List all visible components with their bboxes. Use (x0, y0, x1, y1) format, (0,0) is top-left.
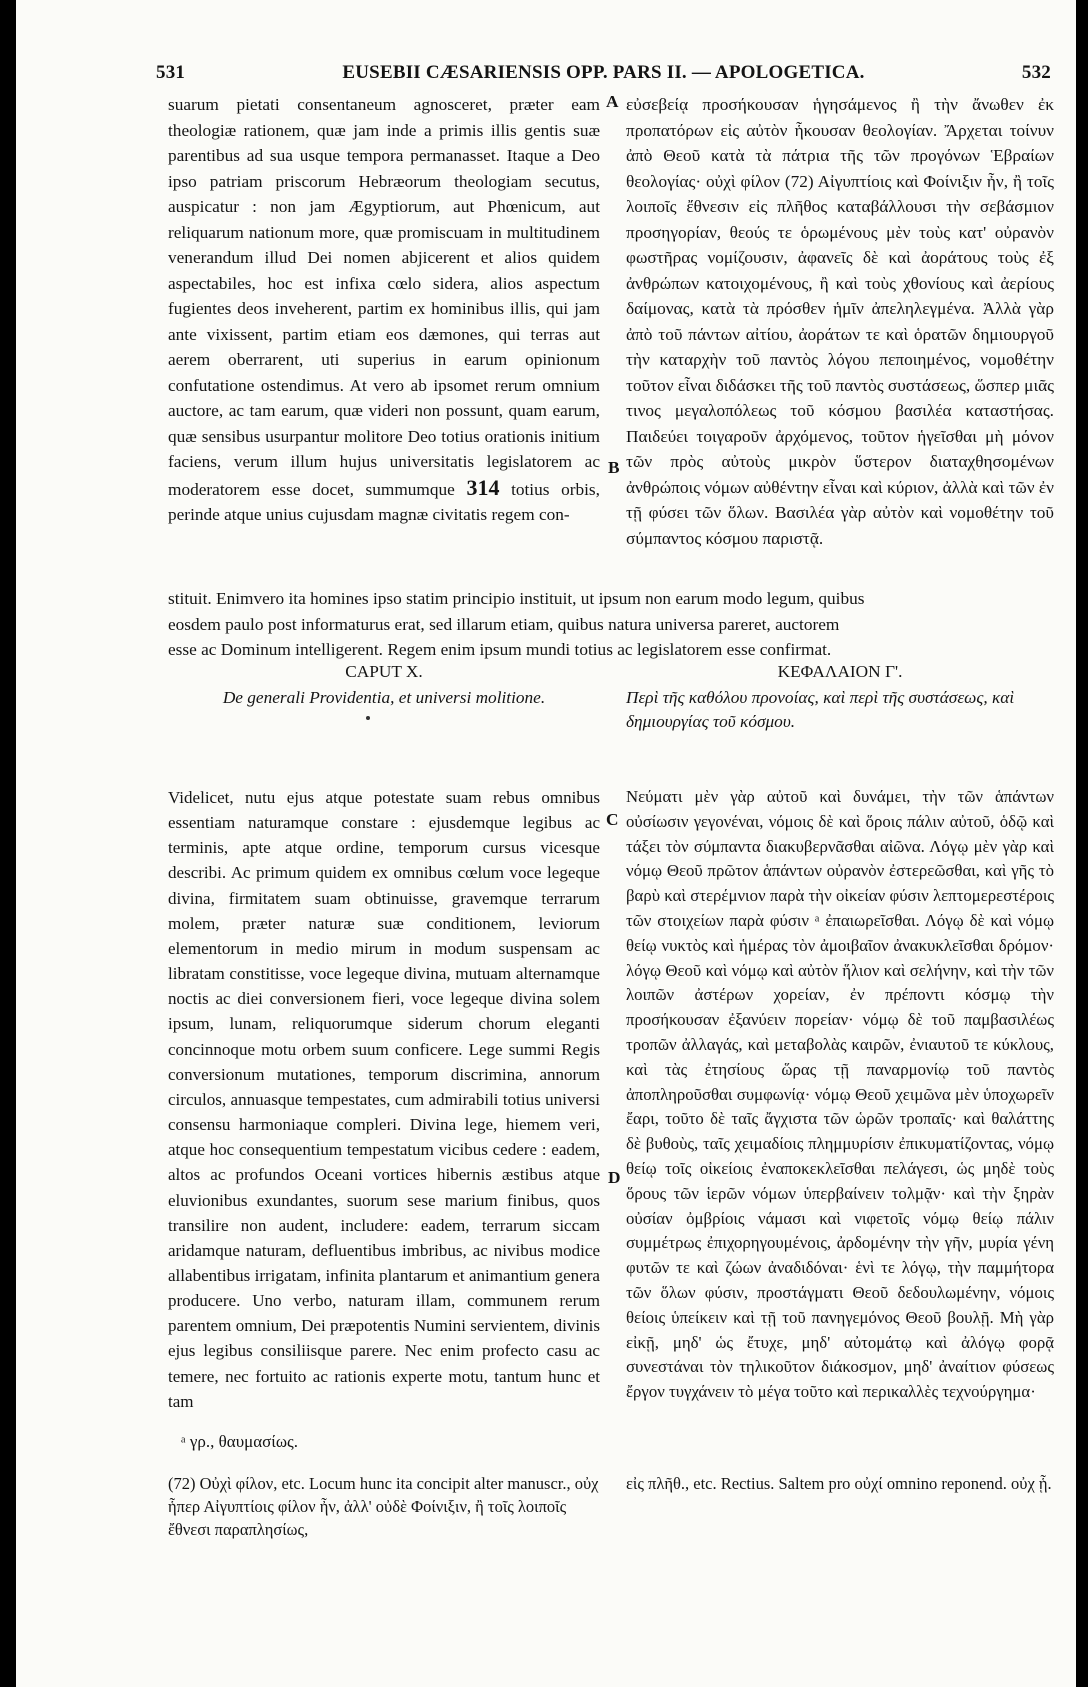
page-number-left: 531 (156, 62, 186, 83)
separator-dot (366, 716, 370, 720)
latin-text-top-b: totius orbis, perinde atque unius cujusdam magnæ civitatis regem con- (168, 479, 600, 524)
variant-footnote: ᵃ γρ., θαυμασίως. (181, 1432, 299, 1451)
latin-paragraph-top (168, 92, 600, 528)
page-number-right: 532 (1021, 62, 1051, 83)
chapter-heading-latin: CAPUT X. (345, 662, 423, 681)
chapter-subtitle-greek: Περὶ τῆς καθόλου προνοίας, καὶ περὶ τῆς συστάσεως, καὶ δημιουργίας τοῦ κόσμου. (626, 688, 1015, 731)
chapter-heading-greek: ΚΕΦΑΛΑΙΟΝ Γ'. (777, 662, 903, 681)
margin-marker-c: C (606, 810, 619, 829)
latin-text-main: Videlicet, nutu ejus atque potestate suam rebus omnibus essentiam naturamque constare : ejusdemque legibus ac terminis, apte atque ordine, temporum cursus vicesque describi. Ac primum quidem ex omnibus cœlum voce legeque divina, firmitatem suam obtinuisse, gravemque terrarum molem, præter naturæ suæ conditionem, leviorum elementorum in medio mirum in modum suspensam ac libratam constitisse, voce legeque divina, mutuam alternamque noctis ac diei conversionem fieri, voce legeque divina solem ipsum, lunam, reliquorumque siderum chorum eleganti concinnoque motu orbem suum conficere. Lege summi Regis conversionum mutationes, temporum discrimina, annorum circulos, annuasque tempestates, cum admirabili totius universi consensu harmoniaque compleri. Divina lege, hiemem veri, atque hoc consequentium tempestatum vicibus cedere : eadem, altos ac profundos Oceani vortices hibernis æstibus atque eluvionibus exundantes, suorum sese marium finibus, quos transilire non audent, includere: eadem, terrarum siccam aridamque naturam, defluentibus imbribus, ac nivibus modice allabentibus irrigatam, infinita plantarum et animantium genera producere. Uno verbo, naturam illam, communem rerum parentem omnium, Dei præpotentis Numini servientem, divinis ejus legibus consiliisque parere. Nec enim profecto casu ac temere, nec fortuito ac rationis experte motu, tantum hunc et tam (168, 788, 600, 1411)
chapter-subtitle-latin: De generali Providentia, et universi molitione. (222, 688, 546, 707)
running-header (156, 62, 1051, 92)
running-title: EUSEBII CÆSARIENSIS OPP. PARS II. — APOLOGETICA. (342, 62, 865, 83)
greek-text-top: εὐσεβείᾳ προσήκουσαν ἡγησάμενος ἢ τὴν ἄνωθεν ἐκ προπατόρων εἰς αὐτὸν ἧκουσαν θεολογίαν. Ἄρχεται τοίνυν ἀπὸ Θεοῦ κατὰ τὰ πάτρια τῆς τῶν προγόνων Ἑβραίων θεολογίας· οὐχὶ φίλον (72) Αἰγυπτίοις καὶ Φοίνιξιν ἦν, ἢ τοῖς λοιποῖς ἔθνεσιν εἰς πλῆθος καταβάλλουσι τὴν σεβάσμιον προσηγορίαν, θεούς τε ὁρωμένους μὲν τοὺς κατ' οὐρανὸν φωστῆρας νομίζουσιν, ἀφανεῖς δὲ καὶ ἀοράτους τοὺς ἐξ ἀνθρώπων κατοιχομένους, ἢ καὶ τοὺς χθονίους καὶ ἀερίους δαίμονας, κατὰ τὰ πρόσθεν ἡμῖν ἀπεληλεγμένα. Ἀλλὰ γὰρ ἀπὸ τοῦ πάντων αἰτίου, ἀοράτων τε καὶ ὁρατῶν δημιουργοῦ τὴν καταρχὴν τοῦ παντὸς λόγου πεποιημένος, νομοθέτην τοῦτον εἶναι διδάσκει τῆς τοῦ παντὸς συστάσεως, ὥσπερ μιᾶς τινος μεγαλοπόλεως τοῦ κόσμου βασιλέα καταστήσας. Παιδεύει τοιγαροῦν ἀρχόμενος, τοῦτον ἡγεῖσθαι μὴ μόνον τῶν πρὸς αὐτοὺς μικρὸν ὕστερον διαταχθησομένων ἀνθρώποις νόμων αὐθέντην εἶναι καὶ κύριον, ἀλλὰ καὶ τῶν ἐν τῇ φύσει τῶν ὅλων. Βασιλέα γὰρ αὐτὸν καὶ νομοθέτην τοῦ σύμπαντος κόσμου παριστᾷ. (626, 95, 1054, 548)
greek-text-main: Νεύματι μὲν γὰρ αὐτοῦ καὶ δυνάμει, τὴν τῶν ἁπάντων οὐσίωσιν γεγονέναι, νόμοις δὲ καὶ ὅροις πάλιν αὐτοῦ, ὁδῷ καὶ τάξει τὸν σύμπαντα διακυβερνᾶσθαι αἰῶνα. Λόγῳ μὲν γὰρ καὶ νόμῳ Θεοῦ πρῶτον ἁπάντων οὐρανὸν ἐστερεῶσθαι, καὶ γῆς τὸ βαρὺ καὶ στερέμνιον παρὰ τὴν οἰκείαν φύσιν λεπτομερεστέροις τῶν στοιχείων παρὰ φύσιν ᵃ ἐπαιωρεῖσθαι. Λόγῳ δὲ καὶ νόμῳ θείῳ νυκτὸς καὶ ἡμέρας τὸν ἀμοιβαῖον ἀνακυκλεῖσθαι δρόμον· λόγῳ Θεοῦ καὶ νόμῳ καὶ αὐτὸν ἥλιον καὶ σελήνην, καὶ τὴν τῶν λοιπῶν ἀστέρων χορείαν, ἐν πρέποντι κόσμῳ τὴν προσήκουσαν ἐξανύειν πορείαν· νόμῳ δὲ τοῦ παμβασιλέως τροπῶν ἀλλαγάς, καὶ μεταβολὰς καιρῶν, ἐνιαυτοῦ τε κύκλους, καὶ τὰς ἐτησίους ὥρας τῇ παναρμονίῳ τοῦ παντὸς ἀποπληροῦσθαι συμφωνίᾳ· νόμῳ Θεοῦ χειμῶνα μὲν ὑποχωρεῖν ἔαρι, τοῦτο δὲ ταῖς ἄγχιστα τῶν ὡρῶν τροπαῖς· καὶ θαλάττης δὲ βυθοὺς, ταῖς χειμαδίοις πλημμυρίσιν ἐπικυματίζοντας, νόμῳ θείῳ τοῖς οἰκείοις ἐναποκεκλεῖσθαι πελάγεσι, ὡς μηδὲ τοὺς ὅρους τῶν ἱερῶν νόμων ὑπερβαίνειν τολμᾷν· καὶ τὴν ξηρὰν οὐσίαν ὀμβρίοις νάμασι καὶ νιφετοῖς νόμῳ θείῳ πάλιν συμμέτρως ἐπιχορηγουμένοις, ἀρδομένην τὴν γῆν, μυρία γένη φυτῶν τε καὶ ζώων ἀναδιδόναι· ἑνὶ τε λόγῳ, τὴν παμμήτορα τῶν ὅλων φύσιν, προστάγματι Θεοῦ δεδουλωμένην, νόμοις θείοις ὑπείκειν καὶ τῇ τοῦ πανηγεμόνος Θεοῦ βουλῇ. Μὴ γὰρ εἰκῇ, μηδ' ὡς ἔτυχε, μηδ' αὐτομάτῳ καὶ ἀλόγῳ φορᾷ συνεστάναι τὸν τηλικοῦτον διάκοσμον, μηδ' ἀναίτιον φύσεως ἔργον τυγχάνειν τὸ μέγα τοῦτο καὶ περικαλλὲς τεχνούργημα· (626, 787, 1054, 1402)
latin-text-top-a: suarum pietati consentaneum agnosceret, præter eam theologiæ rationem, quæ jam inde a primis illis gentis suæ parentibus ad sua usque tempora permanasset. Itaque a Deo ipso patriam priscorum Hebræorum theologiam secutus, auspicatur : non jam Ægyptiorum, aut Phœnicum, aut reliquarum nationum more, quæ promiscuam in multitudinem venerandum illud Dei nomen abjicerent et alios quidem aspectabiles, hoc est infixa cœlo sidera, alios aspectum fugientes deos inveherent, partim ex hominibus illis, qui jam ante vixissent, partim etiam eos dæmones, qui terras aut aerem oberrarent, uti superius in earum opinionum confutatione ostendimus. At vero ab ipsomet rerum omnium auctore, ac tam earum, quæ videri non possunt, quam earum, quæ sensibus usurpantur molitore Deo totius orationis initium faciens, verum illum hujus universitatis legislatorem ac moderatorem esse docet, summumque (168, 95, 600, 499)
latin-column-top (168, 92, 600, 528)
margin-marker-d: D (608, 1168, 621, 1187)
margin-marker-a: A (606, 92, 619, 111)
latin-column-main (168, 785, 600, 1414)
book-page (16, 0, 1076, 1687)
note-right: εἰς πλῆθ., etc. Rectius. Saltem pro οὐχί omnino reponend. οὐχ ᾗ. (626, 1474, 1052, 1493)
margin-marker-b: B (608, 458, 620, 477)
span-line-2: eosdem paulo post informaturus erat, sed illarum etiam, quibus natura universa pareret, auctorem (168, 614, 840, 634)
span-line-1: stituit. Enimvero ita homines ipso statim principio instituit, ut ipsum non earum modo legum, quibus (168, 589, 865, 608)
span-line-3: esse ac Dominum intelligerent. Regem enim ipsum mundi totius ac legislatorem esse confirmat. (168, 640, 832, 659)
greek-column-main (626, 785, 1054, 1405)
spanning-latin-lines (168, 586, 1054, 663)
greek-column-top (626, 92, 1054, 551)
marginal-number-314: 314 (466, 474, 500, 500)
note-left: (72) Οὐχὶ φίλον, etc. Locum hunc ita concipit alter manuscr., οὐχ ἧπερ Αἰγυπτίοις φίλον ἦν, ἀλλ' οὐδὲ Φοίνιξιν, ἢ τοῖς λοιποῖς ἔθνεσι παραπλησίως, (168, 1474, 599, 1539)
